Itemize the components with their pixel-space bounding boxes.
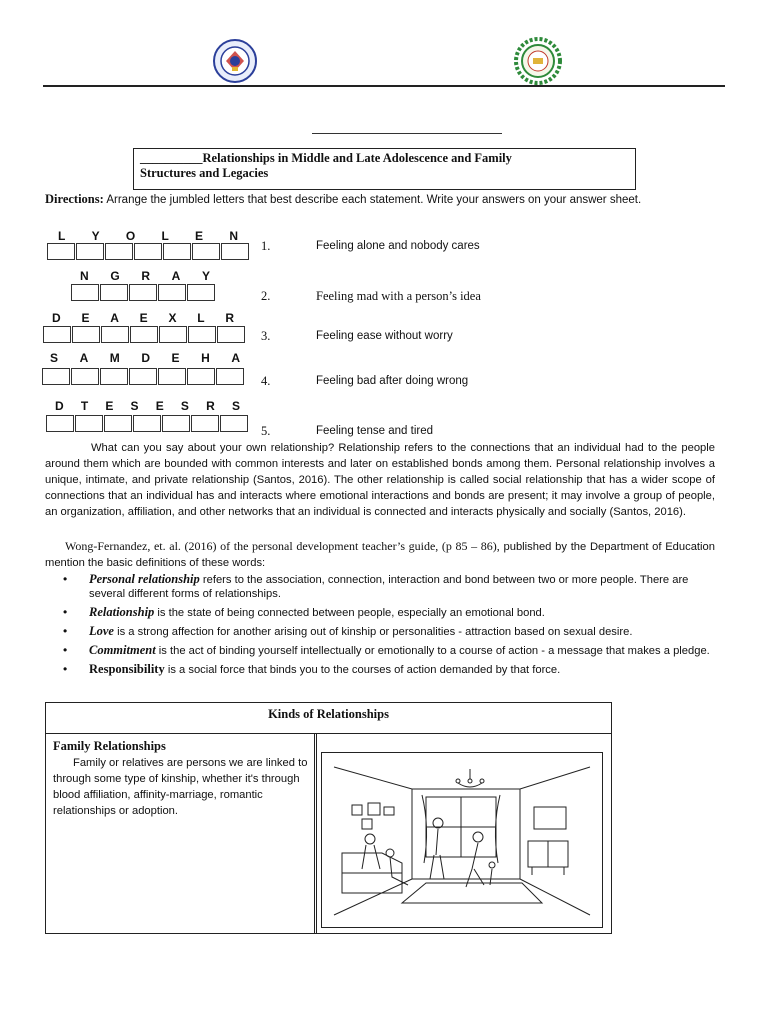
header-divider bbox=[43, 85, 725, 87]
item-number-4: 4. bbox=[261, 374, 271, 388]
item-number-2: 2. bbox=[261, 289, 271, 303]
directions-label: Directions: bbox=[45, 192, 104, 206]
item-number-3: 3. bbox=[261, 329, 271, 343]
source-text: published by the Department of Education mention the basic definitions of these words: bbox=[45, 541, 715, 569]
list-item: • Commitment is the act of binding yourself intellectually or emotionally to a course of action - a message that makes a pledge. bbox=[63, 643, 713, 658]
list-item: • Responsibility is a social force that binds you to the courses of action demanded by that force. bbox=[63, 662, 713, 677]
item-number-1: 1. bbox=[261, 239, 271, 253]
item-clue-2: Feeling mad with a person’s idea bbox=[316, 289, 481, 303]
lesson-title-box bbox=[133, 148, 636, 190]
answer-boxes-2[interactable] bbox=[71, 284, 216, 301]
item-clue-5: Feeling tense and tired bbox=[316, 425, 433, 437]
family-relationships-title: Family Relationships bbox=[53, 739, 166, 753]
answer-boxes-5[interactable] bbox=[46, 415, 249, 432]
jumble-letters-5: D T E S E S R S bbox=[55, 399, 240, 413]
source-citation: Wong-Fernandez, et. al. (2016) of the personal development teacher’s guide, (p 85 – 86), bbox=[65, 539, 500, 553]
name-blank-line bbox=[312, 133, 502, 134]
definitions-list bbox=[63, 572, 713, 681]
title-blank: __________ bbox=[140, 151, 203, 165]
table-heading: Kinds of Relationships bbox=[46, 703, 611, 734]
jumble-letters-3: D E A E X L R bbox=[52, 311, 234, 325]
family-relationships-text: Family or relatives are persons we are linked to through some type of kinship, whether it's through blood affiliation, affinity-marriage, romantic relationships or adoption. bbox=[53, 757, 308, 817]
answer-boxes-1[interactable] bbox=[47, 243, 250, 260]
answer-boxes-3[interactable] bbox=[43, 326, 246, 343]
list-item: • Personal relationship refers to the association, connection, interaction and bond between two or more people. There are several different forms of relationships. bbox=[63, 572, 713, 601]
title-line-1: Relationships in Middle and Late Adolescence and Family bbox=[202, 151, 512, 165]
directions-text: Arrange the jumbled letters that best describe each statement. Write your answers on your answer sheet. bbox=[103, 194, 642, 206]
deped-seal-icon bbox=[212, 39, 258, 83]
kinds-of-relationships-table bbox=[45, 702, 612, 934]
family-living-room-illustration bbox=[321, 752, 603, 928]
list-item: • Relationship is the state of being connected between people, especially an emotional bond. bbox=[63, 605, 713, 620]
source-paragraph bbox=[45, 538, 715, 571]
column-divider bbox=[316, 733, 317, 933]
jumble-letters-2: N G R A Y bbox=[80, 269, 210, 283]
item-clue-4: Feeling bad after doing wrong bbox=[316, 375, 469, 387]
directions bbox=[45, 192, 725, 208]
item-clue-3: Feeling ease without worry bbox=[316, 330, 453, 342]
jumble-letters-4: S A M D E H A bbox=[50, 351, 240, 365]
list-item: • Love is a strong affection for another arising out of kinship or personalities - attraction based on sexual desire. bbox=[63, 624, 713, 639]
item-clue-1: Feeling alone and nobody cares bbox=[316, 240, 480, 252]
jumble-letters-1: L Y O L E N bbox=[58, 229, 238, 243]
school-seal-icon bbox=[514, 37, 562, 85]
answer-boxes-4[interactable] bbox=[42, 368, 245, 385]
item-number-5: 5. bbox=[261, 424, 271, 438]
title-line-2: Structures and Legacies bbox=[140, 166, 269, 180]
intro-paragraph: What can you say about your own relationship? Relationship refers to the connections that an individual had to the people around them which are bounded with common interests and later on established bonds among them. Personal relationship involves a unique, intimate, and private relationship (Santos, 2016). The other relationship is called social relationship that has a wider scope of connections that an individual has and interacts where emotional interactions and bonds are present; it may involve a group of people, an organization, affiliation, and other networks that an individual is connected and interacts physically and socially (Santos, 2016). bbox=[45, 442, 715, 518]
